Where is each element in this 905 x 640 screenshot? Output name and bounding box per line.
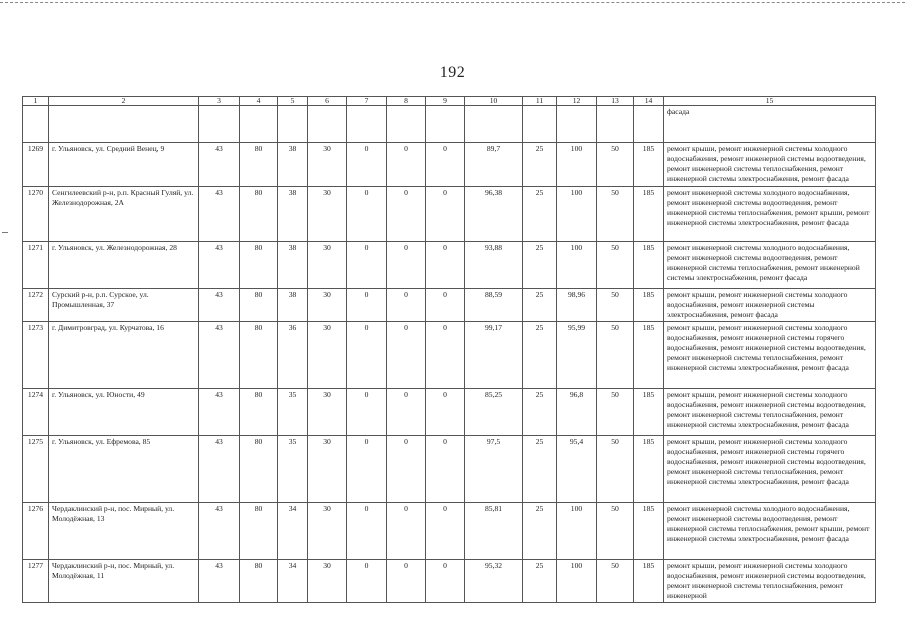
col-header: 5	[278, 97, 308, 106]
col-header: 12	[557, 97, 597, 106]
table-row	[23, 187, 876, 242]
cell: 0	[426, 187, 465, 242]
cell: 95,32	[465, 560, 523, 603]
cell: 100	[557, 187, 597, 242]
cell: 25	[523, 322, 557, 389]
cell: 25	[523, 242, 557, 289]
cell: 36	[278, 322, 308, 389]
cell: 98,96	[557, 289, 597, 322]
work-list: фасада	[664, 106, 876, 143]
cell: 30	[308, 503, 347, 560]
continuation-row	[23, 106, 876, 143]
cell: 95,4	[557, 436, 597, 503]
row-number: 1277	[23, 560, 49, 603]
cell: 80	[240, 187, 278, 242]
cell: 96,8	[557, 389, 597, 436]
cell: 43	[199, 389, 240, 436]
work-list: ремонт инженерной системы холодного водоснабжения, ремонт инженерной системы водоотведения, ремонт инженерной системы теплоснабжения, ремонт крыши, ремонт инженерной системы электроснабжения, ремонт фасада	[664, 503, 876, 560]
cell: 43	[199, 143, 240, 187]
address: г. Ульяновск, ул. Железнодорожная, 28	[49, 242, 199, 289]
cell: 50	[597, 143, 634, 187]
address: Чердаклинский р-н, пос. Мирный, ул. Молодёжная, 11	[49, 560, 199, 603]
cell: 0	[426, 143, 465, 187]
cell: 43	[199, 187, 240, 242]
row-number: 1270	[23, 187, 49, 242]
address: Чердаклинский р-н, пос. Мирный, ул. Молодёжная, 13	[49, 503, 199, 560]
cell: 50	[597, 322, 634, 389]
cell: 100	[557, 143, 597, 187]
cell: 25	[523, 436, 557, 503]
cell: 0	[426, 289, 465, 322]
cell: 0	[347, 143, 387, 187]
work-list: ремонт крыши, ремонт инженерной системы холодного водоснабжения, ремонт инженерной системы водоотведения, ремонт инженерной системы теплоснабжения, ремонт инженерной системы электроснабжения, ремонт фасада	[664, 143, 876, 187]
cell: 80	[240, 503, 278, 560]
cell: 85,81	[465, 503, 523, 560]
col-header: 8	[387, 97, 426, 106]
cell: 80	[240, 322, 278, 389]
cell: 80	[240, 289, 278, 322]
col-header: 4	[240, 97, 278, 106]
cell: 34	[278, 503, 308, 560]
cell: 30	[308, 187, 347, 242]
cell: 30	[308, 143, 347, 187]
table-row	[23, 289, 876, 322]
row-number: 1271	[23, 242, 49, 289]
cell: 50	[597, 187, 634, 242]
cell: 185	[634, 322, 664, 389]
col-header: 13	[597, 97, 634, 106]
cell: 185	[634, 389, 664, 436]
cell: 0	[387, 143, 426, 187]
cell: 97,5	[465, 436, 523, 503]
address: Сенгилеевский р-н, р.п. Красный Гуляй, ул. Железнодорожная, 2А	[49, 187, 199, 242]
cell: 185	[634, 503, 664, 560]
table-row	[23, 143, 876, 187]
scan-edge	[0, 2, 905, 6]
col-header: 15	[664, 97, 876, 106]
work-list: ремонт инженерной системы холодного водоснабжения, ремонт инженерной системы водоотведения, ремонт инженерной системы теплоснабжения, ремонт крыши, ремонт инженерной системы электроснабжения, ремонт фасада	[664, 187, 876, 242]
cell: 30	[308, 322, 347, 389]
cell: 50	[597, 560, 634, 603]
cell: 185	[634, 436, 664, 503]
cell: 0	[347, 187, 387, 242]
row-number: 1272	[23, 289, 49, 322]
cell: 0	[387, 322, 426, 389]
cell: 0	[347, 389, 387, 436]
cell: 0	[426, 436, 465, 503]
cell: 38	[278, 143, 308, 187]
cell: 85,25	[465, 389, 523, 436]
cell: 0	[347, 242, 387, 289]
cell: 30	[308, 560, 347, 603]
repair-table	[22, 96, 876, 603]
col-header: 14	[634, 97, 664, 106]
row-number: 1273	[23, 322, 49, 389]
cell: 43	[199, 436, 240, 503]
cell: 88,59	[465, 289, 523, 322]
cell: 38	[278, 242, 308, 289]
cell: 25	[523, 289, 557, 322]
address: г. Ульяновск, ул. Юности, 49	[49, 389, 199, 436]
work-list: ремонт крыши, ремонт инженерной системы холодного водоснабжения, ремонт инженерной системы электроснабжения, ремонт фасада	[664, 289, 876, 322]
cell: 30	[308, 242, 347, 289]
cell: 0	[387, 389, 426, 436]
col-header: 9	[426, 97, 465, 106]
cell: 96,38	[465, 187, 523, 242]
address: г. Ульяновск, ул. Средний Венец, 9	[49, 143, 199, 187]
address: Сурский р-н, р.п. Сурское, ул. Промышленная, 37	[49, 289, 199, 322]
cell: 43	[199, 560, 240, 603]
work-list: ремонт крыши, ремонт инженерной системы холодного водоснабжения, ремонт инженерной системы горячего водоснабжения, ремонт инженерной системы водоотведения, ремонт инженерной системы теплоснабжения, ремонт инженерной системы электроснабжения, ремонт фасада	[664, 436, 876, 503]
row-number: 1276	[23, 503, 49, 560]
cell: 34	[278, 560, 308, 603]
table-row	[23, 560, 876, 603]
col-header: 2	[49, 97, 199, 106]
cell: 0	[347, 436, 387, 503]
cell: 0	[387, 560, 426, 603]
cell: 95,99	[557, 322, 597, 389]
cell: 80	[240, 242, 278, 289]
cell: 80	[240, 560, 278, 603]
cell: 38	[278, 289, 308, 322]
cell: 0	[426, 503, 465, 560]
col-header: 7	[347, 97, 387, 106]
cell: 0	[426, 560, 465, 603]
cell: 50	[597, 242, 634, 289]
cell: 0	[387, 242, 426, 289]
column-number-row	[23, 97, 876, 106]
cell: 80	[240, 143, 278, 187]
cell: 100	[557, 242, 597, 289]
cell: 25	[523, 389, 557, 436]
address: г. Димитровград, ул. Курчатова, 16	[49, 322, 199, 389]
cell: 38	[278, 187, 308, 242]
row-number: 1269	[23, 143, 49, 187]
cell: 35	[278, 389, 308, 436]
cell: 100	[557, 503, 597, 560]
cell: 43	[199, 289, 240, 322]
cell: 185	[634, 560, 664, 603]
cell: 99,17	[465, 322, 523, 389]
cell: 43	[199, 322, 240, 389]
col-header: 11	[523, 97, 557, 106]
page-number: 192	[439, 64, 466, 81]
cell: 43	[199, 242, 240, 289]
cell: 0	[347, 503, 387, 560]
col-header: 10	[465, 97, 523, 106]
cell: 30	[308, 289, 347, 322]
cell: 0	[426, 242, 465, 289]
cell: 50	[597, 503, 634, 560]
cell: 185	[634, 187, 664, 242]
col-header: 1	[23, 97, 49, 106]
work-list: ремонт инженерной системы холодного водоснабжения, ремонт инженерной системы водоотведения, ремонт инженерной системы теплоснабжения, ремонт инженерной системы электроснабжения, ремонт фасада	[664, 242, 876, 289]
cell: 80	[240, 389, 278, 436]
cell: 25	[523, 560, 557, 603]
cell: 185	[634, 289, 664, 322]
cell: 0	[387, 187, 426, 242]
cell: 185	[634, 143, 664, 187]
table-row	[23, 322, 876, 389]
cell: 30	[308, 436, 347, 503]
work-list: ремонт крыши, ремонт инженерной системы холодного водоснабжения, ремонт инженерной системы водоотведения, ремонт инженерной системы теплоснабжения, ремонт инженерной системы электроснабжения, ремонт фасада	[664, 389, 876, 436]
cell: 80	[240, 436, 278, 503]
work-list: ремонт крыши, ремонт инженерной системы холодного водоснабжения, ремонт инженерной системы водоотведения, ремонт инженерной системы теплоснабжения, ремонт инженерной	[664, 560, 876, 603]
margin-mark	[2, 232, 8, 234]
cell: 100	[557, 560, 597, 603]
col-header: 3	[199, 97, 240, 106]
cell: 25	[523, 187, 557, 242]
row-number: 1275	[23, 436, 49, 503]
cell: 50	[597, 436, 634, 503]
cell: 185	[634, 242, 664, 289]
work-list: ремонт крыши, ремонт инженерной системы холодного водоснабжения, ремонт инженерной системы горячего водоснабжения, ремонт инженерной системы водоотведения, ремонт инженерной системы теплоснабжения, ремонт инженерной системы электроснабжения, ремонт фасада	[664, 322, 876, 389]
address: г. Ульяновск, ул. Ефремова, 85	[49, 436, 199, 503]
row-number: 1274	[23, 389, 49, 436]
cell: 89,7	[465, 143, 523, 187]
table-row	[23, 436, 876, 503]
cell: 0	[347, 289, 387, 322]
cell: 43	[199, 503, 240, 560]
cell: 50	[597, 389, 634, 436]
cell: 0	[347, 560, 387, 603]
col-header: 6	[308, 97, 347, 106]
cell: 50	[597, 289, 634, 322]
cell: 0	[426, 322, 465, 389]
cell: 0	[387, 436, 426, 503]
table-row	[23, 503, 876, 560]
cell: 0	[347, 322, 387, 389]
cell: 35	[278, 436, 308, 503]
table-row	[23, 242, 876, 289]
table-row	[23, 389, 876, 436]
cell: 93,88	[465, 242, 523, 289]
cell: 30	[308, 389, 347, 436]
cell: 0	[426, 389, 465, 436]
cell: 25	[523, 143, 557, 187]
cell: 0	[387, 503, 426, 560]
cell: 25	[523, 503, 557, 560]
cell: 0	[387, 289, 426, 322]
